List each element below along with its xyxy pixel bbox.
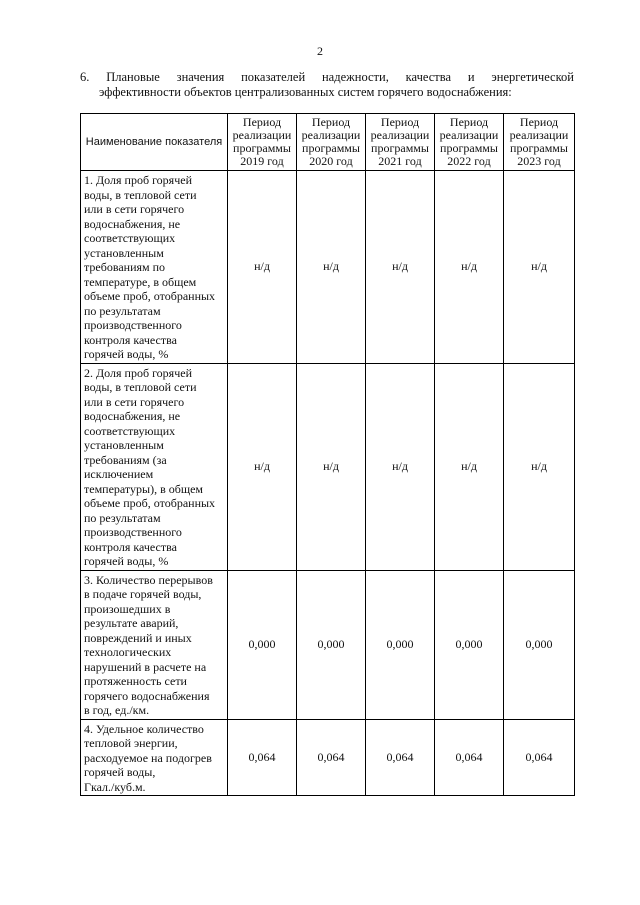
indicator-name-line: исключением bbox=[84, 467, 154, 481]
indicator-name-line: тепловой энергии, bbox=[84, 736, 178, 750]
indicator-name-line: 2. Доля проб горячей bbox=[84, 365, 192, 380]
column-header-line: 2021 год bbox=[378, 154, 422, 168]
indicator-name-line: произошедших в bbox=[84, 601, 171, 616]
indicator-name-line: горячего водоснабжения bbox=[84, 688, 210, 703]
section-heading-word: Плановые bbox=[106, 70, 160, 84]
indicator-name-line: контроля качества bbox=[84, 332, 177, 347]
column-header-line: программы bbox=[440, 141, 498, 155]
indicator-name-line: требованиям (за bbox=[84, 452, 167, 467]
column-header-line: реализации bbox=[509, 128, 569, 142]
indicator-name-line: водоснабжения, не bbox=[84, 216, 181, 231]
indicator-value-cell: 0,000 bbox=[435, 570, 504, 719]
table-body bbox=[81, 171, 575, 796]
table-row bbox=[81, 570, 575, 719]
column-header-period-1 bbox=[228, 114, 297, 171]
column-header-line: реализации bbox=[232, 128, 292, 142]
column-header-indicator-name: Наименование показателя bbox=[81, 114, 228, 171]
indicator-name-line: воды, в тепловой сети bbox=[84, 187, 197, 202]
indicator-name-line: соответствующих bbox=[84, 231, 176, 245]
column-header-line: программы bbox=[510, 141, 568, 155]
section-heading-line-2: эффективности объектов централизованных систем горячего водоснабжения: bbox=[99, 85, 512, 99]
column-header-period-4 bbox=[435, 114, 504, 171]
indicator-value-cell: 0,000 bbox=[228, 570, 297, 719]
column-header-period-3 bbox=[366, 114, 435, 171]
indicator-value-cell: 0,000 bbox=[504, 570, 575, 719]
table-header-row bbox=[81, 114, 575, 171]
column-header-period-2 bbox=[297, 114, 366, 171]
indicator-name-line: Гкал./куб.м. bbox=[84, 779, 146, 794]
indicator-value-cell: 0,064 bbox=[504, 719, 575, 796]
indicator-name-line: технологических bbox=[84, 645, 172, 659]
page-number: 2 bbox=[317, 44, 323, 58]
column-header-line: реализации bbox=[370, 128, 430, 142]
indicator-name-line: горячей воды, % bbox=[84, 347, 169, 361]
indicator-name-cell bbox=[81, 570, 228, 719]
indicator-name-line: контроля качества bbox=[84, 539, 177, 554]
indicator-name-line: производственного bbox=[84, 525, 182, 539]
indicator-value-cell: н/д bbox=[297, 363, 366, 570]
indicator-name-line: горячей воды, bbox=[84, 765, 156, 779]
column-header-line: 2023 год bbox=[517, 154, 561, 168]
indicator-name-line: объеме проб, отобранных bbox=[84, 289, 216, 303]
indicator-value-cell: 0,064 bbox=[297, 719, 366, 796]
column-header-line: Период bbox=[380, 115, 420, 129]
indicator-value-cell: 0,000 bbox=[366, 570, 435, 719]
column-header-line: реализации bbox=[301, 128, 361, 142]
indicator-name-line: в год, ед./км. bbox=[84, 703, 150, 717]
column-header-line: программы bbox=[302, 141, 360, 155]
indicator-name-line: требованиям по bbox=[84, 260, 166, 274]
indicator-name-line: расходуемое на подогрев bbox=[84, 750, 212, 765]
section-heading-word: энергетической bbox=[491, 70, 574, 84]
column-header-line: 2019 год bbox=[240, 154, 284, 168]
section-number: 6. bbox=[80, 70, 90, 84]
indicator-value-cell: н/д bbox=[297, 171, 366, 364]
indicator-name-line: по результатам bbox=[84, 303, 161, 318]
indicator-name-line: в подаче горячей воды, bbox=[84, 587, 202, 601]
table-row bbox=[81, 719, 575, 796]
indicator-name-line: воды, в тепловой сети bbox=[84, 380, 197, 394]
column-header-line: реализации bbox=[439, 128, 499, 142]
indicator-name-line: соответствующих bbox=[84, 423, 176, 438]
indicator-name-line: или в сети горячего bbox=[84, 202, 185, 216]
column-header-line: 2022 год bbox=[447, 154, 491, 168]
indicator-value-cell: н/д bbox=[366, 363, 435, 570]
indicator-value-cell: 0,064 bbox=[366, 719, 435, 796]
indicator-value-cell: н/д bbox=[228, 363, 297, 570]
indicator-name-line: результате аварий, bbox=[84, 616, 179, 630]
indicator-value-cell: 0,000 bbox=[297, 570, 366, 719]
indicator-name-line: водоснабжения, не bbox=[84, 409, 181, 423]
indicator-value-cell: н/д bbox=[504, 171, 575, 364]
indicator-name-line: производственного bbox=[84, 318, 182, 332]
indicator-value-cell: н/д bbox=[435, 171, 504, 364]
indicator-name-cell bbox=[81, 363, 228, 570]
indicator-name-cell bbox=[81, 719, 228, 796]
indicator-name-line: установленным bbox=[84, 438, 164, 452]
table-row bbox=[81, 363, 575, 570]
column-header-line: 2020 год bbox=[309, 154, 353, 168]
indicator-name-line: горячей воды, % bbox=[84, 554, 169, 568]
column-header-line: Период bbox=[242, 115, 282, 129]
indicator-name-line: или в сети горячего bbox=[84, 394, 185, 409]
indicator-value-cell: н/д bbox=[228, 171, 297, 364]
column-header-period-5 bbox=[504, 114, 575, 171]
section-heading-word: надежности, bbox=[321, 70, 389, 84]
table-row bbox=[81, 171, 575, 364]
indicator-value-cell: 0,064 bbox=[435, 719, 504, 796]
indicator-value-cell: н/д bbox=[504, 363, 575, 570]
indicator-value-cell: н/д bbox=[366, 171, 435, 364]
column-header-line: программы bbox=[371, 141, 429, 155]
section-heading-word: и bbox=[467, 70, 475, 84]
indicator-value-cell: 0,064 bbox=[228, 719, 297, 796]
indicator-value-cell: н/д bbox=[435, 363, 504, 570]
indicator-name-line: установленным bbox=[84, 245, 164, 260]
indicator-name-line: повреждений и иных bbox=[84, 630, 192, 645]
indicator-name-line: объеме проб, отобранных bbox=[84, 496, 216, 510]
indicator-name-line: 4. Удельное количество bbox=[84, 721, 204, 736]
indicator-name-line: нарушений в расчете на bbox=[84, 659, 207, 674]
indicator-name-line: по результатам bbox=[84, 510, 161, 525]
indicator-name-line: 1. Доля проб горячей bbox=[84, 173, 192, 187]
column-header-line: Период bbox=[449, 115, 489, 129]
section-heading-line-1 bbox=[80, 70, 574, 85]
column-header-line: Период bbox=[311, 115, 351, 129]
section-heading-word: значения bbox=[176, 70, 225, 84]
indicator-name-cell bbox=[81, 171, 228, 364]
section-heading-word: показателей bbox=[241, 70, 306, 84]
indicator-name-line: температуре, в общем bbox=[84, 274, 197, 289]
column-header-line: Период bbox=[519, 115, 559, 129]
indicator-name-line: 3. Количество перерывов bbox=[84, 572, 213, 587]
column-header-line: программы bbox=[233, 141, 291, 155]
indicator-name-line: протяженность сети bbox=[84, 674, 187, 688]
section-heading bbox=[80, 70, 574, 100]
section-heading-word: качества bbox=[405, 70, 452, 84]
indicator-name-line: температуры), в общем bbox=[84, 481, 204, 496]
reliability-indicators-table bbox=[80, 113, 575, 796]
